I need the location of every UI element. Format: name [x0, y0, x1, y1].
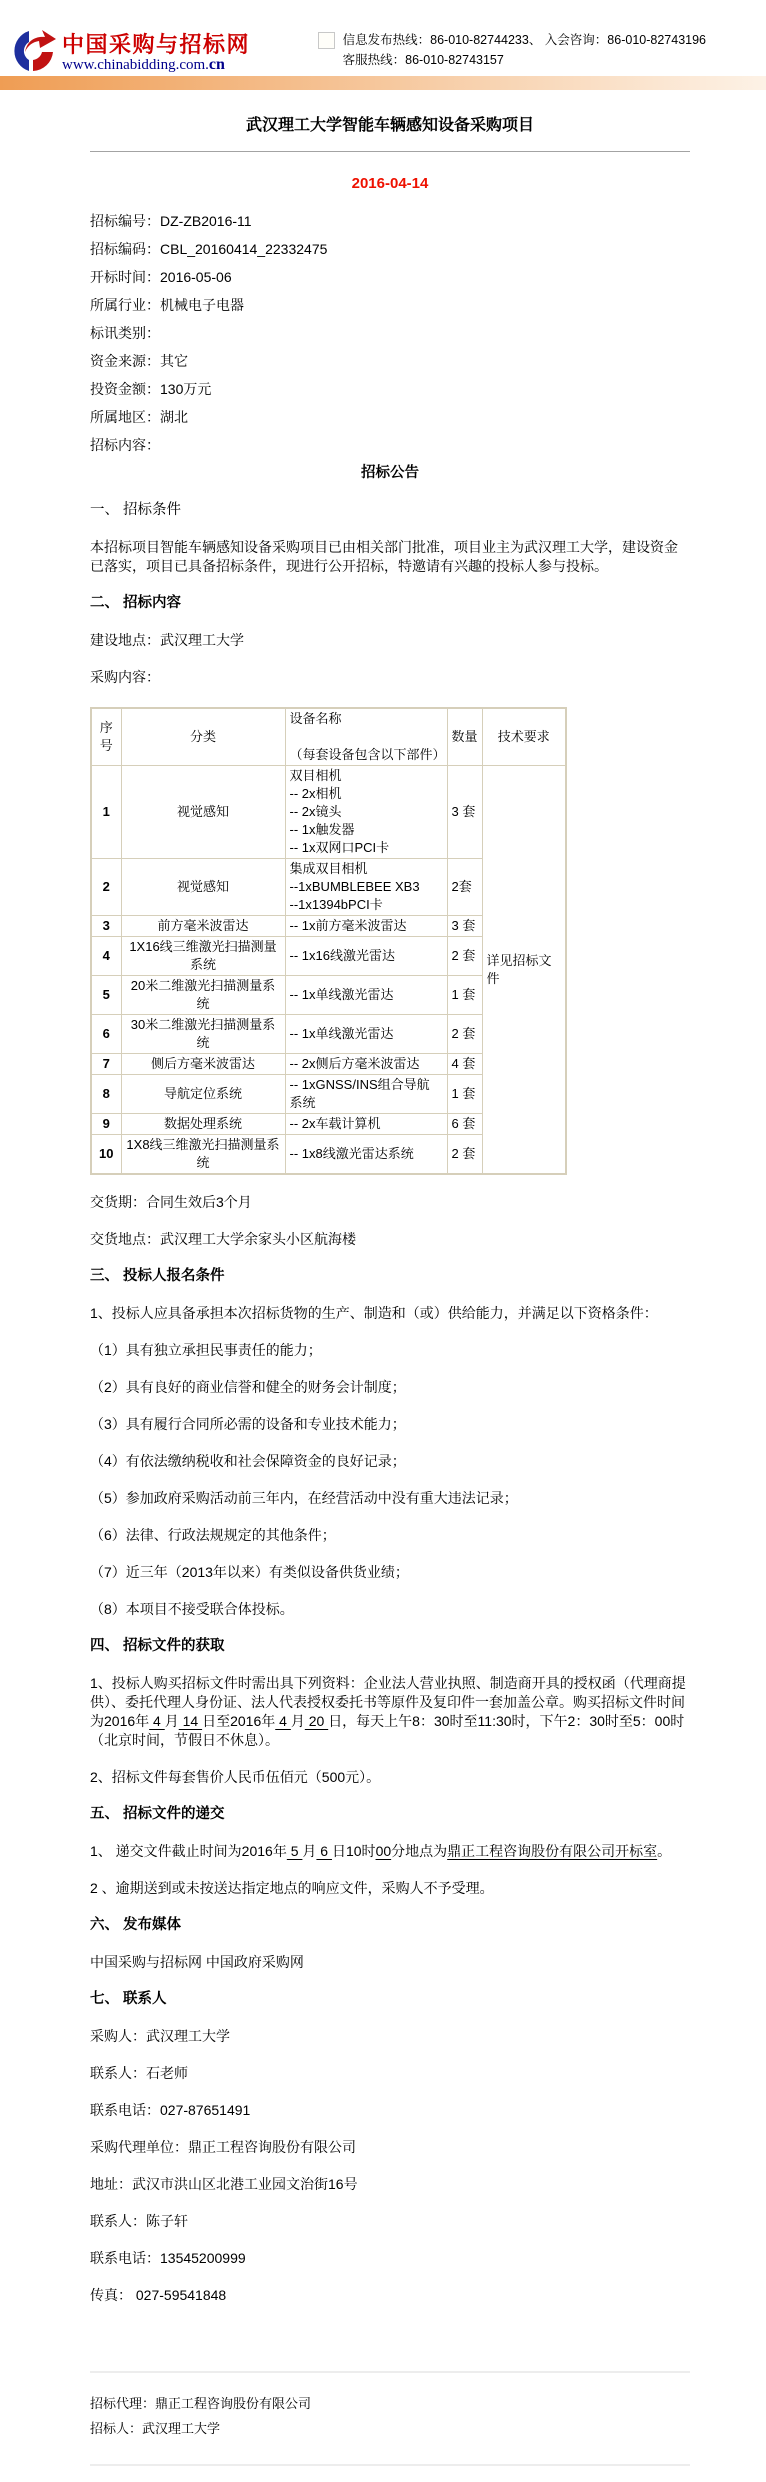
text-segment: 本招标项目智能车辆感知设备采购项目已由相关部门批准，项目业主为武汉理工大学，建设资金已落实，项目已具备招标条件，现进行公开招标，特邀请有兴趣的投标人参与投标。	[90, 539, 678, 574]
meta-field	[90, 240, 690, 259]
paragraph	[90, 1674, 690, 1750]
paragraph	[90, 631, 690, 650]
text-segment: （3）具有履行合同所必需的设备和专业技术能力；	[90, 1416, 406, 1432]
row-number-cell: 10	[91, 1135, 121, 1175]
meta-field-value: DZ-ZB2016-11	[160, 213, 252, 229]
text-segment: 2 、逾期送到或未按送达指定地点的响应文件，采购人不予受理。	[90, 1880, 494, 1896]
device-names-cell: -- 1x前方毫米波雷达	[285, 916, 447, 937]
paragraph	[90, 2138, 690, 2157]
category-cell: 1X16线三维激光扫描测量系统	[121, 937, 285, 976]
section-heading	[90, 1267, 690, 1286]
text-segment: 1、投标人应具备承担本次招标货物的生产、制造和（或）供给能力，并满足以下资格条件：	[90, 1305, 658, 1321]
site-name: 中国采购与招标网	[62, 32, 251, 57]
text-segment: 日10时	[331, 1843, 376, 1859]
meta-field-label: 资金来源：	[90, 353, 160, 369]
meta-field-value: 湖北	[160, 409, 188, 425]
quantity-cell: 2 套	[447, 1135, 482, 1175]
category-cell: 数据处理系统	[121, 1114, 285, 1135]
title-divider	[90, 151, 690, 152]
device-names-cell: -- 1x单线激光雷达	[285, 1015, 447, 1054]
text-segment: 交货地点：武汉理工大学余家头小区航海楼	[90, 1231, 356, 1247]
quantity-cell: 2 套	[447, 1015, 482, 1054]
device-names-cell: -- 1xGNSS/INS组合导航系统	[285, 1075, 447, 1114]
meta-field-value: CBL_20160414_22332475	[160, 241, 328, 257]
text-segment: 联系人：陈子轩	[90, 2213, 188, 2229]
footer-tenderee: 招标人：武汉理工大学	[90, 2421, 221, 2436]
category-cell: 1X8线三维激光扫描测量系统	[121, 1135, 285, 1175]
text-segment: 采购人：武汉理工大学	[90, 2028, 230, 2044]
meta-field-label: 所属地区：	[90, 409, 160, 425]
text-segment: 月	[290, 1713, 305, 1729]
paragraph	[90, 1879, 690, 1898]
text-segment: 中国采购与招标网 中国政府采购网	[90, 1954, 304, 1970]
equipment-table	[90, 707, 567, 1175]
meta-field-label: 标讯类别：	[90, 325, 160, 341]
category-cell: 视觉感知	[121, 766, 285, 859]
meta-field-label: 招标内容：	[90, 437, 160, 453]
document-title: 武汉理工大学智能车辆感知设备采购项目	[245, 117, 534, 134]
text-segment: 交货期：合同生效后3个月	[90, 1194, 252, 1210]
section-heading	[90, 501, 690, 520]
hotline-lines	[343, 30, 706, 70]
footer-agent: 招标代理：鼎正工程咨询股份有限公司	[90, 2396, 312, 2411]
meta-field-label: 招标编号：	[90, 213, 160, 229]
meta-field-value: 其它	[160, 353, 188, 369]
page-bottom-padding	[90, 2466, 690, 2482]
site-logo[interactable]	[10, 29, 250, 74]
announcement-title: 招标公告	[361, 465, 419, 481]
publish-date: 2016-04-14	[351, 175, 429, 192]
device-names-cell: -- 2x侧后方毫米波雷达	[285, 1054, 447, 1075]
text-segment: 采购代理单位：鼎正工程咨询股份有限公司	[90, 2139, 356, 2155]
row-number-cell: 9	[91, 1114, 121, 1135]
text-segment: 1、投标人购买招标文件时需出具下列资料：企业法人营业执照、制造商开具的授权函（代理商提供）、委托代理人身份证、法人代表授权委托书等原件及复印件一套加盖公章。购买招标文件时间为2016年	[90, 1675, 686, 1729]
paragraph	[90, 1378, 690, 1397]
document-body	[0, 90, 766, 2482]
paragraph	[90, 1563, 690, 1582]
quantity-cell: 4 套	[447, 1054, 482, 1075]
paragraph	[90, 2101, 690, 2120]
paragraph	[90, 1415, 690, 1434]
underlined-text: 4	[149, 1713, 165, 1729]
equipment-col-header: 设备名称 （每套设备包含以下部件）	[285, 708, 447, 766]
device-names-cell: -- 1x16线激光雷达	[285, 937, 447, 976]
equipment-col-header: 分类	[121, 708, 285, 766]
text-segment: 地址：武汉市洪山区北港工业园文治街16号	[90, 2176, 358, 2192]
meta-field	[90, 408, 690, 427]
header-accent-bar	[0, 76, 766, 90]
row-number-cell: 1	[91, 766, 121, 859]
text-segment: 采购内容：	[90, 669, 160, 685]
text-segment: （8）本项目不接受联合体投标。	[90, 1601, 294, 1617]
header-top-band	[0, 0, 766, 76]
paragraph	[90, 1953, 690, 1972]
paragraph	[90, 2175, 690, 2194]
row-number-cell: 4	[91, 937, 121, 976]
text-segment: 六、 发布媒体	[90, 1917, 182, 1933]
row-number-cell: 6	[91, 1015, 121, 1054]
quantity-cell: 6 套	[447, 1114, 482, 1135]
paragraph	[90, 1489, 690, 1508]
header-hotlines	[318, 30, 706, 70]
paragraph	[90, 1341, 690, 1360]
row-number-cell: 3	[91, 916, 121, 937]
meta-field-label: 所属行业：	[90, 297, 160, 313]
hotline-line-publish: 信息发布热线：86-010-82744233、 入会咨询：86-010-82743196	[342, 33, 706, 47]
row-number-cell: 8	[91, 1075, 121, 1114]
paragraph	[90, 2064, 690, 2083]
row-number-cell: 5	[91, 976, 121, 1015]
underlined-text: 14	[178, 1713, 203, 1729]
document-footer	[90, 2395, 690, 2438]
underlined-text: 6	[316, 1843, 332, 1859]
paragraph	[90, 1842, 690, 1861]
equipment-row	[91, 766, 566, 859]
paragraph	[90, 538, 690, 576]
underlined-text: 20	[304, 1713, 329, 1729]
category-cell: 前方毫米波雷达	[121, 916, 285, 937]
tech-requirement-cell: 详见招标文件	[482, 766, 566, 1175]
equipment-col-header: 序号	[91, 708, 121, 766]
device-names-cell: 双目相机 -- 2x相机 -- 2x镜头 -- 1x触发器 -- 1x双网口PCI卡	[285, 766, 447, 859]
meta-field	[90, 268, 690, 287]
paragraph	[90, 1526, 690, 1545]
quantity-cell: 2 套	[447, 937, 482, 976]
paragraph	[90, 668, 690, 687]
text-segment: 一、 招标条件	[90, 502, 182, 518]
meta-field	[90, 296, 690, 315]
text-segment: 三、 投标人报名条件	[90, 1268, 225, 1284]
equipment-col-header: 数量	[447, 708, 482, 766]
site-url	[62, 56, 250, 74]
paragraph	[90, 1452, 690, 1471]
text-segment: （6）法律、行政法规规定的其他条件；	[90, 1527, 336, 1543]
section-heading	[90, 1916, 690, 1935]
device-names-cell: -- 2x车载计算机	[285, 1114, 447, 1135]
meta-field	[90, 212, 690, 231]
paragraph	[90, 1768, 690, 1787]
underlined-text: 00	[375, 1843, 392, 1859]
meta-field	[90, 380, 690, 399]
section-heading	[90, 1637, 690, 1656]
paragraph	[90, 2286, 690, 2305]
meta-fields	[90, 212, 690, 455]
section-heading	[90, 1805, 690, 1824]
text-segment: （5）参加政府采购活动前三年内，在经营活动中没有重大违法记录；	[90, 1490, 518, 1506]
text-segment: 联系人：石老师	[90, 2065, 188, 2081]
meta-field-label: 投资金额：	[90, 381, 160, 397]
text-segment: 月	[302, 1843, 317, 1859]
quantity-cell: 1 套	[447, 976, 482, 1015]
site-url-suffix: cn	[208, 56, 225, 73]
meta-field-value: 机械电子电器	[160, 297, 244, 313]
category-cell: 30米二维激光扫描测量系统	[121, 1015, 285, 1054]
meta-field	[90, 436, 690, 455]
equipment-table-header-row	[91, 708, 566, 766]
text-segment: 日，每天上午8：30时至11:30时，下午2：30时至5：00时（北京时间，节假日不休息）。	[90, 1713, 685, 1748]
equipment-col-header: 技术要求	[482, 708, 566, 766]
paragraph	[90, 1230, 690, 1249]
underlined-text: 鼎正工程咨询股份有限公司开标室	[447, 1843, 658, 1859]
mail-box-icon	[318, 32, 335, 49]
paragraph	[90, 1600, 690, 1619]
text-segment: 二、 招标内容	[90, 595, 182, 611]
text-segment: 七、 联系人	[90, 1991, 167, 2007]
text-segment: （7）近三年（2013年以来）有类似设备供货业绩；	[90, 1564, 409, 1580]
meta-field	[90, 324, 690, 343]
hotline-line-service: 客服热线：86-010-82743157	[342, 53, 504, 67]
category-cell: 导航定位系统	[121, 1075, 285, 1114]
row-number-cell: 7	[91, 1054, 121, 1075]
text-segment: 建设地点：武汉理工大学	[90, 632, 244, 648]
meta-field-label: 开标时间：	[90, 269, 160, 285]
section-heading	[90, 1990, 690, 2009]
text-segment: 联系电话：027-87651491	[90, 2102, 251, 2118]
row-number-cell: 2	[91, 859, 121, 916]
site-url-main: www.chinabidding.com.	[62, 57, 209, 73]
section-heading	[90, 594, 690, 613]
meta-field-label: 招标编码：	[90, 241, 160, 257]
category-cell: 侧后方毫米波雷达	[121, 1054, 285, 1075]
device-names-cell: -- 1x8线激光雷达系统	[285, 1135, 447, 1175]
quantity-cell: 3 套	[447, 766, 482, 859]
text-segment: 联系电话：13545200999	[90, 2250, 246, 2266]
text-segment: 2、招标文件每套售价人民币伍佰元（500元）。	[90, 1769, 381, 1785]
meta-field-value: 2016-05-06	[160, 269, 232, 285]
paragraph	[90, 2212, 690, 2231]
footer-divider-top	[90, 2371, 690, 2373]
text-segment: 四、 招标文件的获取	[90, 1638, 225, 1654]
text-segment: （4）有依法缴纳税收和社会保障资金的良好记录；	[90, 1453, 406, 1469]
text-segment: （2）具有良好的商业信誉和健全的财务会计制度；	[90, 1379, 406, 1395]
device-names-cell: -- 1x单线激光雷达	[285, 976, 447, 1015]
text-segment: 传真： 027-59541848	[90, 2287, 227, 2303]
category-cell: 视觉感知	[121, 859, 285, 916]
text-segment: （1）具有独立承担民事责任的能力；	[90, 1342, 322, 1358]
quantity-cell: 1 套	[447, 1075, 482, 1114]
announcement-sections	[90, 501, 690, 2305]
text-segment: 五、 招标文件的递交	[90, 1806, 225, 1822]
site-logo-icon	[10, 29, 56, 73]
underlined-text: 4	[275, 1713, 291, 1729]
paragraph	[90, 2027, 690, 2046]
text-segment: 1、 递交文件截止时间为2016年	[90, 1843, 287, 1859]
paragraph	[90, 1193, 690, 1212]
underlined-text: 5	[286, 1843, 303, 1859]
category-cell: 20米二维激光扫描测量系统	[121, 976, 285, 1015]
text-segment: 分地点为	[391, 1843, 448, 1859]
quantity-cell: 3 套	[447, 916, 482, 937]
meta-field-value: 130万元	[160, 381, 212, 397]
meta-field	[90, 352, 690, 371]
quantity-cell: 2套	[447, 859, 482, 916]
device-names-cell: 集成双目相机 --1xBUMBLEBEE XB3 --1x1394bPCI卡	[285, 859, 447, 916]
text-segment: 。	[657, 1843, 672, 1859]
text-segment: 日至2016年	[202, 1713, 276, 1729]
site-header	[0, 0, 766, 90]
paragraph	[90, 2249, 690, 2268]
text-segment: 月	[164, 1713, 179, 1729]
site-logo-text	[62, 34, 250, 74]
paragraph	[90, 1304, 690, 1323]
